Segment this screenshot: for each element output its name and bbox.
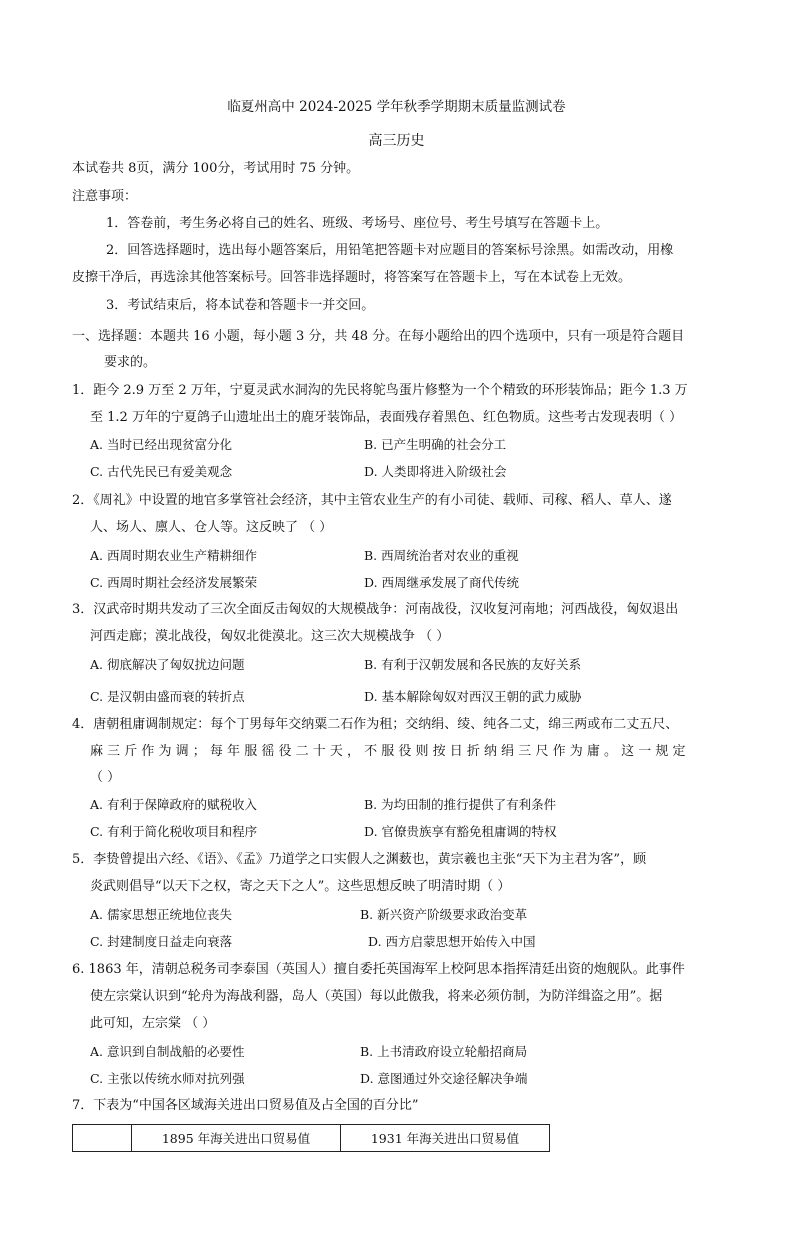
option-c: C. 封建制度日益走向衰落 xyxy=(90,934,233,949)
question-text: 4．唐朝租庸调制规定：每个丁男每年交纳粟二石作为租；交纳绢、绫、纯各二丈，绵三两或布二丈五尺、 xyxy=(72,717,679,732)
option-b: B. 为均田制的推行提供了有利条件 xyxy=(364,797,557,812)
option-d: D. 西周继承发展了商代传统 xyxy=(364,575,520,590)
option-a: A. 当时已经出现贫富分化 xyxy=(90,437,232,452)
question-text: 3．汉武帝时期共发动了三次全面反击匈奴的大规模战争：河南战役，汉收复河南地；河西战役，匈奴退出 xyxy=(72,602,679,617)
notice-item: 3．考试结束后，将本试卷和答题卡一并交回。 xyxy=(106,298,375,313)
question-text: 人、场人、廪人、仓人等。这反映了 （ ） xyxy=(90,520,333,535)
question-text: 炎武则倡导“以天下之权，寄之天下之人”。这些思想反映了明清时期（ ） xyxy=(90,879,511,894)
notice-item-continued: 皮擦干净后，再选涂其他答案标号。回答非选择题时，将答案写在答题卡上，写在本试卷上无效。 xyxy=(72,270,632,285)
option-c: C. 有利于简化税收项目和程序 xyxy=(90,824,258,839)
question-text: 麻 三 斤 作 为 调 ； 每 年 服 徭 役 二 十 天 ， 不 服 役 则 按 日 折 纳 绢 三 尺 作 为 庸 。 这 一 规 定 xyxy=(90,744,686,759)
option-c: C. 西周时期社会经济发展繁荣 xyxy=(90,575,258,590)
option-b: B. 上书清政府设立轮船招商局 xyxy=(360,1044,528,1059)
question-text: （ ） xyxy=(90,770,121,785)
section-heading-continued: 要求的。 xyxy=(104,355,157,370)
question-text: 使左宗棠认识到“轮舟为海战利器，岛人（英国）每以此傲我，将来必须仿制，为防洋缉盗之用”。据 xyxy=(90,989,663,1004)
option-b: B. 新兴资产阶级要求政治变革 xyxy=(360,907,528,922)
table-header-row xyxy=(73,1125,550,1152)
option-d: D. 官僚贵族享有豁免租庸调的特权 xyxy=(364,824,557,839)
option-c: C. 古代先民已有爱美观念 xyxy=(90,464,233,479)
option-d: D. 西方启蒙思想开始传入中国 xyxy=(368,934,536,949)
option-a: A. 有利于保障政府的赋税收入 xyxy=(90,797,257,812)
option-b: B. 西周统治者对农业的重视 xyxy=(364,548,519,563)
notice-label: 注意事项： xyxy=(72,189,138,204)
option-b: B. 有利于汉朝发展和各民族的友好关系 xyxy=(364,657,582,672)
option-d: D. 基本解除匈奴对西汉王朝的武力威胁 xyxy=(364,689,582,704)
option-c: C. 是汉朝由盛而衰的转折点 xyxy=(90,689,245,704)
section-heading: 一、选择题：本题共 16 小题，每小题 3 分，共 48 分。在每小题给出的四个选项中，只有一项是符合题目 xyxy=(72,329,685,344)
question-text: 5．李贽曾提出六经、《语》、《孟》乃道学之口实假人之渊薮也，黄宗羲也主张“天下为主君为客”，顾 xyxy=(72,852,647,867)
table-header-cell: 1931 年海关进出口贸易值 xyxy=(341,1125,550,1152)
question-text: 此可知，左宗棠 （ ） xyxy=(90,1016,216,1031)
option-a: A. 儒家思想正统地位丧失 xyxy=(90,907,232,922)
question-text: 2．《周礼》中设置的地官多掌管社会经济，其中主管农业生产的有小司徒、载师、司稼、稻人、草人、遂 xyxy=(72,493,672,508)
option-a: A. 意识到自制战船的必要性 xyxy=(90,1044,245,1059)
option-a: A. 彻底解决了匈奴扰边问题 xyxy=(90,657,245,672)
option-c: C. 主张以传统水师对抗列强 xyxy=(90,1071,245,1086)
notice-item: 2．回答选择题时，选出每小题答案后，用铅笔把答题卡对应题目的答案标号涂黑。如需改动，用橡 xyxy=(106,243,674,258)
question-text: 6. 1863 年，清朝总税务司李泰国（英国人）擅自委托英国海军上校阿思本指挥清廷出资的炮舰队。此事件 xyxy=(72,962,685,977)
exam-title: 临夏州高中 2024-2025 学年秋季学期期末质量监测试卷 xyxy=(227,99,566,115)
question-text: 1．距今 2.9 万至 2 万年，宁夏灵武水洞沟的先民将鸵鸟蛋片修整为一个个精致的环形装饰品；距今 1.3 万 xyxy=(72,383,688,398)
exam-subject: 高三历史 xyxy=(368,133,425,149)
option-a: A. 西周时期农业生产精耕细作 xyxy=(90,548,257,563)
trade-table xyxy=(72,1124,550,1152)
table-header-cell xyxy=(73,1125,132,1152)
question-text: 至 1.2 万年的宁夏鸽子山遗址出土的鹿牙装饰品，表面残存着黑色、红色物质。这些考古发现表明（ ） xyxy=(90,410,683,425)
exam-info: 本试卷共 8页，满分 100分，考试用时 75 分钟。 xyxy=(72,161,360,176)
notice-item: 1．答卷前，考生务必将自己的姓名、班级、考场号、座位号、考生号填写在答题卡上。 xyxy=(106,216,609,231)
table-header-cell: 1895 年海关进出口贸易值 xyxy=(132,1125,341,1152)
option-d: D. 意图通过外交途径解决争端 xyxy=(360,1071,528,1086)
option-b: B. 已产生明确的社会分工 xyxy=(364,437,507,452)
question-text: 河西走廊；漠北战役，匈奴北徙漠北。这三次大规模战争 （ ） xyxy=(90,629,450,644)
option-d: D. 人类即将进入阶级社会 xyxy=(364,464,507,479)
question-text: 7．下表为“中国各区域海关进出口贸易值及占全国的百分比” xyxy=(72,1098,419,1113)
